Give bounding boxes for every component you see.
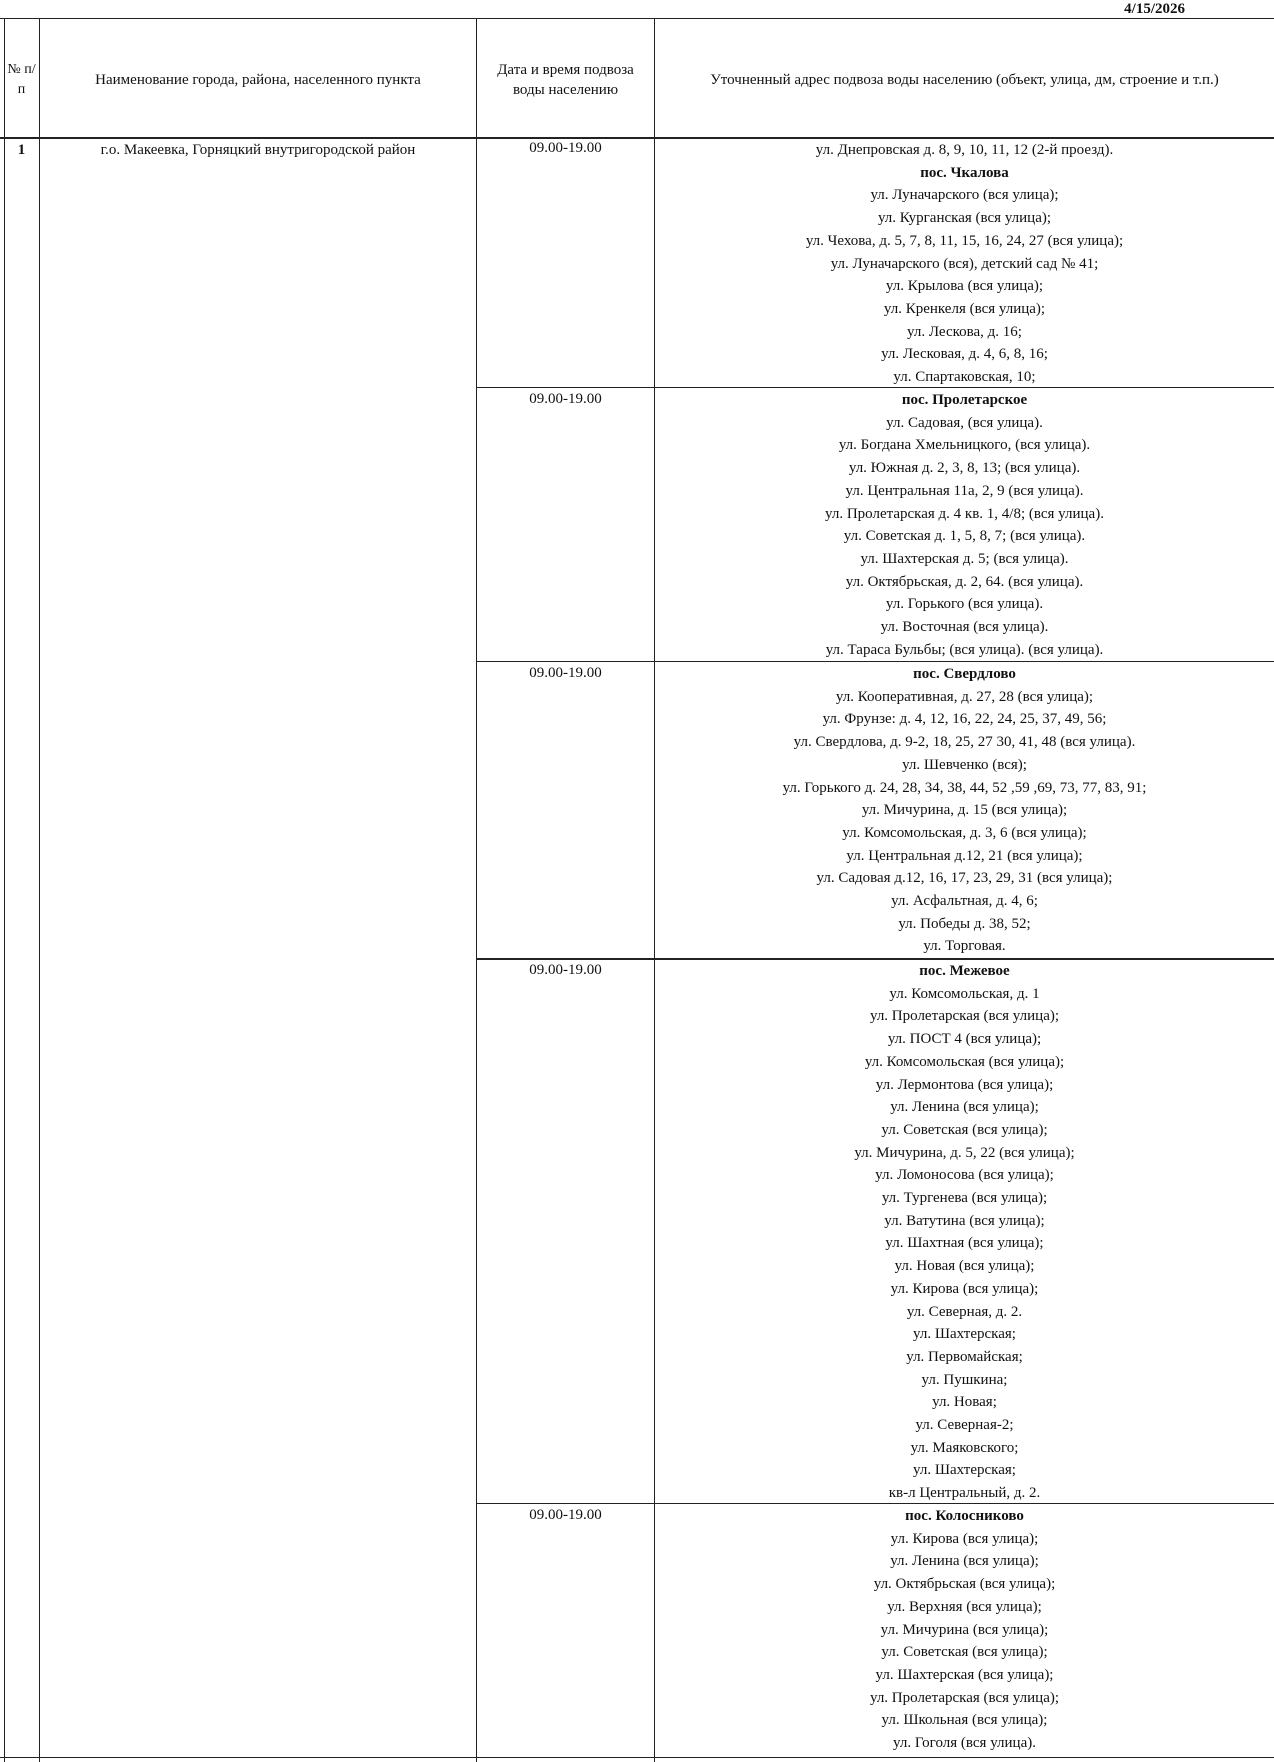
- delivery-time: 09.00-19.00: [529, 1507, 602, 1523]
- address-line: ул. Мичурина, д. 15 (вся улица);: [861, 802, 1068, 819]
- address-line: ул. Северная, д. 2.: [906, 1303, 1023, 1320]
- address-line: ул. Богдана Хмельницкого, (вся улица).: [838, 437, 1091, 454]
- address-line: ул. Торговая.: [923, 938, 1006, 955]
- address-line: ул. ПОСТ 4 (вся улица);: [887, 1031, 1042, 1048]
- address-line: ул. Маяковского;: [910, 1439, 1019, 1456]
- address-line: ул. Новая (вся улица);: [894, 1258, 1035, 1275]
- delivery-time: 09.00-19.00: [529, 391, 602, 407]
- address-list: [655, 1505, 1274, 1755]
- address-line: ул. Тургенева (вся улица);: [881, 1190, 1048, 1207]
- address-line: ул. Школьная (вся улица);: [881, 1712, 1048, 1729]
- address-list: [655, 960, 1274, 1505]
- address-line: ул. Луначарского (вся), детский сад № 41;: [830, 255, 1099, 272]
- address-line: ул. Восточная (вся улица).: [880, 619, 1049, 636]
- address-line: ул. Октябрьская (вся улица);: [873, 1576, 1056, 1593]
- address-line: ул. Лермонтова (вся улица);: [875, 1076, 1054, 1093]
- delivery-time: 09.00-19.00: [529, 140, 602, 156]
- col-divider-2: [476, 18, 477, 1762]
- settlement-name: пос. Межевое: [919, 963, 1010, 979]
- address-line: ул. Садовая д.12, 16, 17, 23, 29, 31 (вся улица);: [816, 870, 1113, 887]
- address-line: ул. Лескова, д. 16;: [907, 323, 1022, 340]
- settlement-name: пос. Колосниково: [905, 1508, 1024, 1524]
- header-datetime: Дата и время подвоза воды населению: [497, 62, 634, 98]
- address-line: ул. Советская (вся улица);: [881, 1121, 1048, 1138]
- row-locality-name: г.о. Макеевка, Горняцкий внутригородской район: [100, 142, 416, 158]
- address-line: ул. Комсомольская, д. 1: [889, 985, 1040, 1002]
- address-line: ул. Фрунзе: д. 4, 12, 16, 22, 24, 25, 37, 49, 56;: [822, 711, 1107, 728]
- address-line: ул. Советская д. 1, 5, 8, 7; (вся улица).: [843, 528, 1086, 545]
- address-list: [655, 139, 1274, 389]
- address-line: ул. Шахтная (вся улица);: [885, 1235, 1044, 1252]
- col-divider-1: [39, 18, 40, 1762]
- header-name: Наименование города, района, населенного пункта: [95, 72, 421, 88]
- address-line: ул. Спартаковская, 10;: [893, 369, 1036, 386]
- address-line: ул. Тараса Бульбы; (вся улица). (вся улица).: [825, 641, 1104, 658]
- address-line: ул. Ломоносова (вся улица);: [875, 1167, 1054, 1184]
- address-line: ул. Пролетарская д. 4 кв. 1, 4/8; (вся улица).: [825, 505, 1104, 522]
- address-line: ул. Лесковая, д. 4, 6, 8, 16;: [881, 346, 1048, 363]
- address-line: ул. Южная д. 2, 3, 8, 13; (вся улица).: [848, 460, 1081, 477]
- address-line: ул. Северная-2;: [915, 1417, 1014, 1434]
- left-border: [4, 18, 5, 1762]
- address-line: ул. Курганская (вся улица);: [877, 210, 1052, 227]
- address-line: ул. Победы д. 38, 52;: [898, 915, 1031, 932]
- address-line: ул. Октябрьская, д. 2, 64. (вся улица).: [845, 573, 1084, 590]
- address-line: ул. Кирова (вся улица);: [890, 1530, 1039, 1547]
- document-date: 4/15/2026: [1124, 1, 1185, 17]
- address-line: кв-л Центральный, д. 2.: [888, 1485, 1041, 1502]
- settlement-name: пос. Пролетарское: [901, 392, 1028, 408]
- address-line: ул. Ленина (вся улица);: [890, 1553, 1039, 1570]
- address-line: ул. Свердлова, д. 9-2, 18, 25, 27 30, 41, 48 (вся улица).: [793, 734, 1136, 751]
- address-line: ул. Мичурина (вся улица);: [880, 1621, 1049, 1638]
- address-line: ул. Шахтерская (вся улица);: [875, 1666, 1054, 1683]
- address-line: ул. Шахтерская д. 5; (вся улица).: [860, 550, 1069, 567]
- top-border: [0, 18, 1274, 19]
- address-line: ул. Гоголя (вся улица).: [893, 1735, 1036, 1752]
- address-line: ул. Центральная 11а, 2, 9 (вся улица).: [845, 482, 1084, 499]
- address-line: ул. Ватутина (вся улица);: [884, 1212, 1045, 1229]
- address-line: ул. Шевченко (вся);: [902, 756, 1027, 773]
- delivery-time: 09.00-19.00: [529, 665, 602, 681]
- address-line: ул. Советская (вся улица);: [881, 1644, 1048, 1661]
- address-line: ул. Пролетарская (вся улица);: [869, 1008, 1060, 1025]
- address-line: ул. Луначарского (вся улица);: [870, 187, 1059, 204]
- address-line: ул. Комсомольская (вся улица);: [864, 1053, 1065, 1070]
- settlement-name: пос. Свердлово: [913, 666, 1016, 682]
- address-line: ул. Центральная д.12, 21 (вся улица);: [846, 847, 1083, 864]
- address-line: ул. Крылова (вся улица);: [885, 278, 1044, 295]
- address-line: ул. Асфальтная, д. 4, 6;: [891, 893, 1038, 910]
- address-line: ул. Пролетарская (вся улица);: [869, 1689, 1060, 1706]
- address-line: ул. Ленина (вся улица);: [890, 1099, 1039, 1116]
- address-list: [655, 663, 1274, 958]
- address-list: [655, 389, 1274, 661]
- address-line: ул. Кренкеля (вся улица);: [883, 300, 1046, 317]
- address-line: ул. Верхняя (вся улица);: [887, 1598, 1042, 1615]
- address-line: ул. Новая;: [932, 1394, 997, 1411]
- bottom-border: [0, 1757, 1274, 1758]
- address-line: ул. Горького (вся улица).: [885, 596, 1044, 613]
- row-number: 1: [17, 142, 26, 158]
- address-line: ул. Горького д. 24, 28, 34, 38, 44, 52 ,59 ,69, 73, 77, 83, 91;: [782, 779, 1147, 796]
- header-num: № п/п: [7, 62, 36, 97]
- address-line: ул. Чехова, д. 5, 7, 8, 11, 15, 16, 24, 27 (вся улица);: [805, 232, 1124, 249]
- address-line: ул. Пушкина;: [921, 1371, 1008, 1388]
- address-line: ул. Кооперативная, д. 27, 28 (вся улица);: [835, 688, 1094, 705]
- address-line: ул. Шахтерская;: [913, 1326, 1016, 1343]
- address-line: ул. Мичурина, д. 5, 22 (вся улица);: [854, 1144, 1075, 1161]
- address-line: ул. Первомайская;: [906, 1348, 1023, 1365]
- header-address: Уточненный адрес подвоза воды населению (объект, улица, дм, строение и т.п.): [710, 72, 1219, 88]
- settlement-name: пос. Чкалова: [920, 164, 1009, 181]
- address-line: ул. Шахтерская;: [913, 1462, 1016, 1479]
- address-line: ул. Днепровская д. 8, 9, 10, 11, 12 (2-й проезд).: [815, 142, 1114, 158]
- address-line: ул. Комсомольская, д. 3, 6 (вся улица);: [842, 824, 1087, 841]
- address-line: ул. Кирова (вся улица);: [890, 1280, 1039, 1297]
- delivery-time: 09.00-19.00: [529, 962, 602, 978]
- address-line: ул. Садовая, (вся улица).: [886, 414, 1043, 431]
